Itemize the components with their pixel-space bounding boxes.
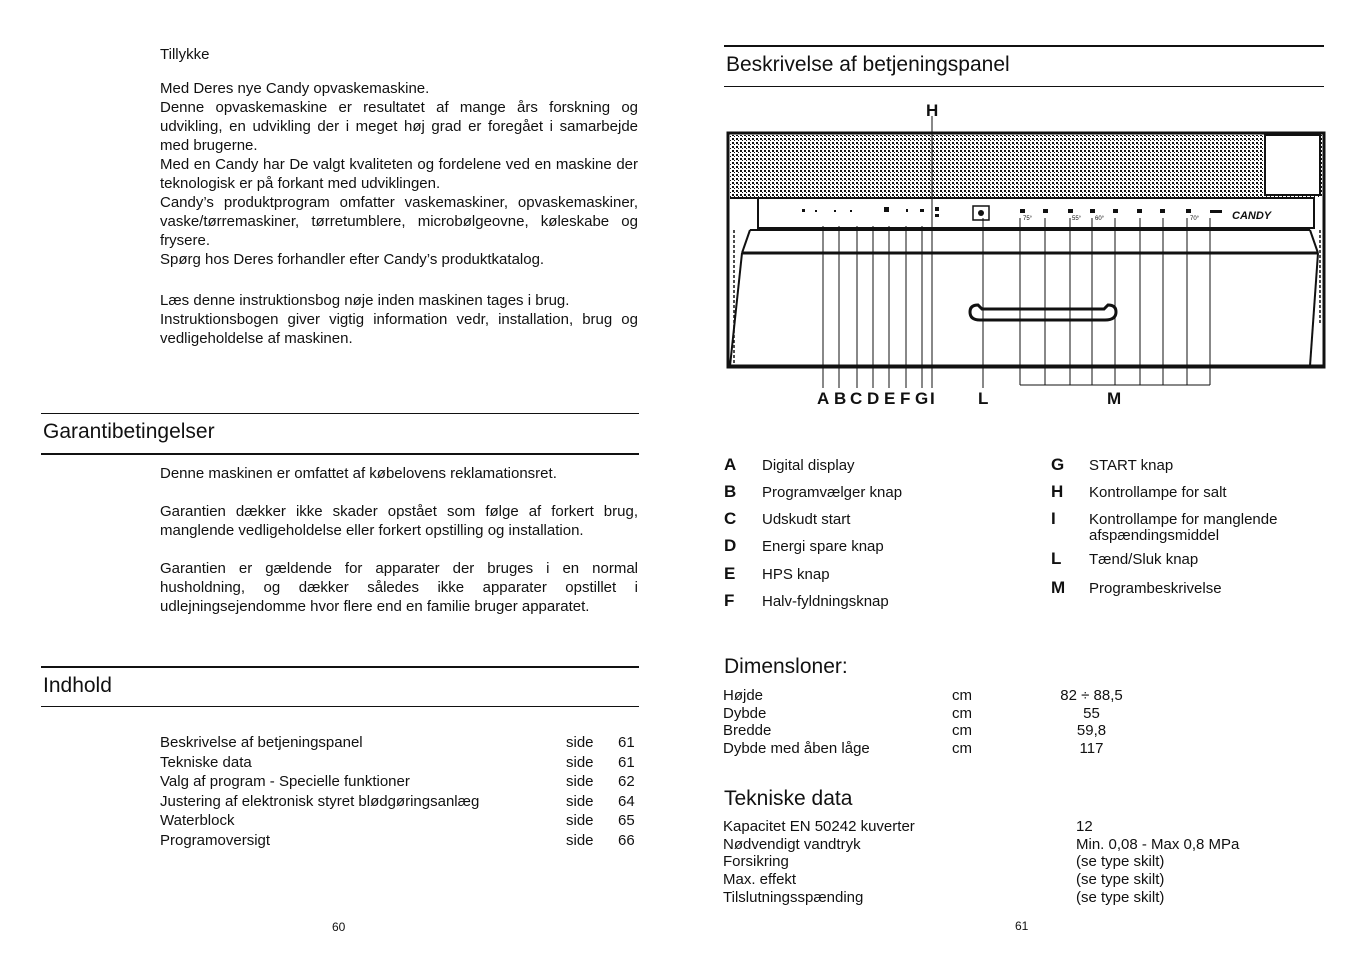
- door-handle: [970, 305, 1116, 320]
- toc-page: 65: [618, 812, 635, 829]
- tech-row: [723, 871, 1323, 889]
- legend-letter: M: [1051, 578, 1066, 597]
- legend-letter: G: [1051, 455, 1065, 474]
- label-h: H: [926, 101, 939, 120]
- dimension-value: 82 ÷ 88,5: [1060, 687, 1123, 704]
- tech-label: Tilslutningsspænding: [723, 888, 864, 906]
- legend-letter: F: [724, 591, 735, 610]
- label-a: A: [817, 389, 830, 408]
- brand-logo: CANDY: [1232, 210, 1272, 222]
- dimension-row: [723, 722, 1323, 740]
- toc-page: 66: [618, 831, 635, 849]
- legend-letter: D: [724, 536, 737, 555]
- guarantee-heading: Garantibetingelser: [43, 420, 215, 443]
- legend-left: [724, 455, 1044, 611]
- label-i: I: [930, 389, 935, 408]
- toc-row: [160, 753, 638, 773]
- legend-item: [724, 455, 1044, 475]
- temp-label: 70°: [1190, 216, 1200, 222]
- legend-right: [1051, 455, 1321, 598]
- label-b: B: [834, 389, 847, 408]
- toc-row: [160, 772, 638, 792]
- legend-item: [724, 482, 1044, 502]
- label-d: D: [867, 389, 880, 408]
- legend-item: [1051, 482, 1321, 502]
- legend-letter: I: [1051, 509, 1056, 528]
- tech-heading: Tekniske data: [724, 787, 853, 810]
- tech-label: Forsikring: [723, 853, 789, 871]
- toc-title: Programoversigt: [160, 831, 271, 849]
- instructions-paragraph: Instruktionsbogen giver vigtig information vedr, installation, brug og vedligeholdelse af maskinen.: [160, 311, 638, 347]
- dimension-label: Bredde: [723, 722, 772, 740]
- legend-text: START knap: [1089, 457, 1174, 474]
- toc-page: 61: [618, 734, 635, 751]
- legend-item: [1051, 578, 1321, 598]
- top-texture: [730, 135, 1322, 197]
- toc-row: [160, 733, 638, 753]
- toc-title: Tekniske data: [160, 753, 252, 771]
- guarantee-paragraph: Denne maskinen er omfattet af købelovens reklamationsret.: [160, 465, 557, 482]
- intro-text: [160, 79, 638, 269]
- dimension-label: Dybde: [723, 704, 767, 722]
- toc-side: side: [566, 812, 594, 829]
- toc-page: 64: [618, 792, 635, 810]
- legend-text: Programbeskrivelse: [1089, 580, 1222, 597]
- top-right-corner: [1265, 135, 1320, 195]
- intro-title: Tillykke: [160, 46, 210, 63]
- label-e: E: [884, 389, 896, 408]
- dishwasher-drawing: [720, 98, 1330, 410]
- intro-paragraph: Med Deres nye Candy opvaskemaskine.: [160, 80, 430, 97]
- toc-row: [160, 831, 638, 851]
- guarantee-text: [160, 464, 638, 616]
- legend-item: [724, 564, 1044, 584]
- tech-row: [723, 836, 1323, 854]
- tech-value: (se type skilt): [1076, 871, 1165, 889]
- label-g: G: [915, 389, 929, 408]
- tech-row: [723, 889, 1323, 907]
- temp-label: 75°: [1023, 216, 1033, 222]
- tech-value: Min. 0,08 - Max 0,8 MPa: [1076, 835, 1240, 853]
- rule-bottom: [41, 453, 639, 455]
- toc-title: Valg af program - Specielle funktioner: [160, 773, 410, 790]
- legend-item: [724, 536, 1044, 556]
- dimensions-heading: Dimensloner:: [724, 655, 848, 678]
- panel-heading: Beskrivelse af betjeningspanel: [726, 53, 1010, 76]
- page-number-right: 61: [1015, 919, 1029, 933]
- toc-page: 62: [618, 773, 635, 790]
- contents-table: [160, 733, 638, 850]
- label-m: M: [1107, 389, 1122, 408]
- legend-text: Kontrollampe for salt: [1089, 484, 1227, 501]
- intro-paragraph: Spørg hos Deres forhandler efter Candy’s produktkatalog.: [160, 251, 545, 268]
- temp-label: 55°: [1072, 216, 1082, 222]
- tech-label: Max. effekt: [723, 871, 797, 889]
- legend-item: [724, 591, 1044, 611]
- rule-top: [724, 45, 1324, 47]
- page-number-left: 60: [332, 920, 346, 934]
- tech-label: Kapacitet EN 50242 kuverter: [723, 818, 915, 835]
- dimension-row: [723, 705, 1323, 723]
- tech-row: [723, 853, 1323, 871]
- dimensions-table: [723, 687, 1323, 758]
- rule-bottom: [724, 86, 1324, 87]
- intro-paragraph: Denne opvaskemaskine er resultatet af mange års forskning og udvikling, en udvikling der i meget høj grad er foregået i samarbejde med brugerne.: [160, 99, 638, 154]
- legend-text: Halv-fyldningsknap: [762, 593, 889, 610]
- intro-paragraph: Candy’s produktprogram omfatter vaskemaskiner, opvaskemaskiner, vaske/tørremaskiner, tørretumblere, microbølgeovne, køleskabe og frysere.: [160, 194, 638, 249]
- rule-top: [41, 666, 639, 668]
- toc-row: [160, 792, 638, 812]
- toc-side: side: [566, 792, 594, 810]
- legend-item: [1051, 549, 1321, 569]
- instructions-paragraph: Læs denne instruktionsbog nøje inden maskinen tages i brug.: [160, 292, 570, 309]
- legend-item: [724, 509, 1044, 529]
- tech-value: (se type skilt): [1076, 853, 1165, 871]
- dimension-unit: cm: [952, 722, 972, 740]
- toc-title: Justering af elektronisk styret blødgøringsanlæg: [160, 792, 480, 810]
- guarantee-paragraph: Garantien er gældende for apparater der bruges i en normal husholdning, og dækker således ikke apparater opstillet i udlejningsejendomme hvor flere end en familie bruger apparatet.: [160, 560, 638, 615]
- label-f: F: [900, 389, 911, 408]
- contents-heading: Indhold: [43, 674, 112, 697]
- toc-side: side: [566, 753, 594, 771]
- dimension-row: [723, 687, 1323, 705]
- tech-row: [723, 818, 1323, 836]
- legend-text: Tænd/Sluk knap: [1089, 551, 1199, 568]
- intro-paragraph: Med en Candy har De valgt kvaliteten og fordelene ved en maskine der teknologisk er på forkant med udviklingen.: [160, 156, 638, 192]
- legend-item: [1051, 509, 1321, 544]
- toc-side: side: [566, 734, 594, 751]
- legend-text: Udskudt start: [762, 511, 851, 528]
- toc-page: 61: [618, 753, 635, 771]
- legend-text: Programvælger knap: [762, 484, 903, 501]
- dimension-unit: cm: [952, 704, 972, 722]
- control-panel-diagram: [720, 98, 1330, 410]
- label-l: L: [978, 389, 989, 408]
- legend-text: Energi spare knap: [762, 538, 884, 555]
- tech-value: 12: [1076, 818, 1093, 835]
- dimension-unit: cm: [952, 687, 972, 704]
- legend-letter: E: [724, 564, 736, 583]
- legend-text: Digital display: [762, 457, 855, 474]
- dimension-label: Dybde med åben låge: [723, 740, 870, 758]
- legend-letter: B: [724, 482, 737, 501]
- legend-text: Kontrollampe for manglende afspændingsmiddel: [1089, 511, 1278, 544]
- legend-text: HPS knap: [762, 566, 830, 583]
- toc-side: side: [566, 773, 594, 790]
- rule-top: [41, 413, 639, 414]
- label-c: C: [850, 389, 863, 408]
- legend-letter: L: [1051, 549, 1062, 568]
- legend-letter: A: [724, 455, 737, 474]
- legend-letter: C: [724, 509, 737, 528]
- tech-value: (se type skilt): [1076, 888, 1165, 906]
- temp-label: 60°: [1095, 216, 1105, 222]
- dimension-row: [723, 740, 1323, 758]
- tech-table: [723, 818, 1323, 906]
- dimension-unit: cm: [952, 740, 972, 758]
- legend-letter: H: [1051, 482, 1064, 501]
- toc-title: Beskrivelse af betjeningspanel: [160, 734, 363, 751]
- toc-side: side: [566, 831, 594, 849]
- toc-row: [160, 811, 638, 831]
- toc-title: Waterblock: [160, 812, 235, 829]
- legend-item: [1051, 455, 1321, 475]
- rule-bottom: [41, 706, 639, 707]
- guarantee-paragraph: Garantien dækker ikke skader opstået som følge af forkert brug, manglende vedligeholdelse eller forkert opstilling og installation.: [160, 503, 638, 539]
- dimension-value: 117: [1079, 740, 1104, 758]
- dimension-label: Højde: [723, 687, 764, 704]
- tech-label: Nødvendigt vandtryk: [723, 835, 861, 853]
- instructions-text: [160, 291, 638, 348]
- dimension-value: 55: [1083, 704, 1100, 722]
- dimension-value: 59,8: [1076, 722, 1107, 740]
- control-strip: [758, 198, 1314, 228]
